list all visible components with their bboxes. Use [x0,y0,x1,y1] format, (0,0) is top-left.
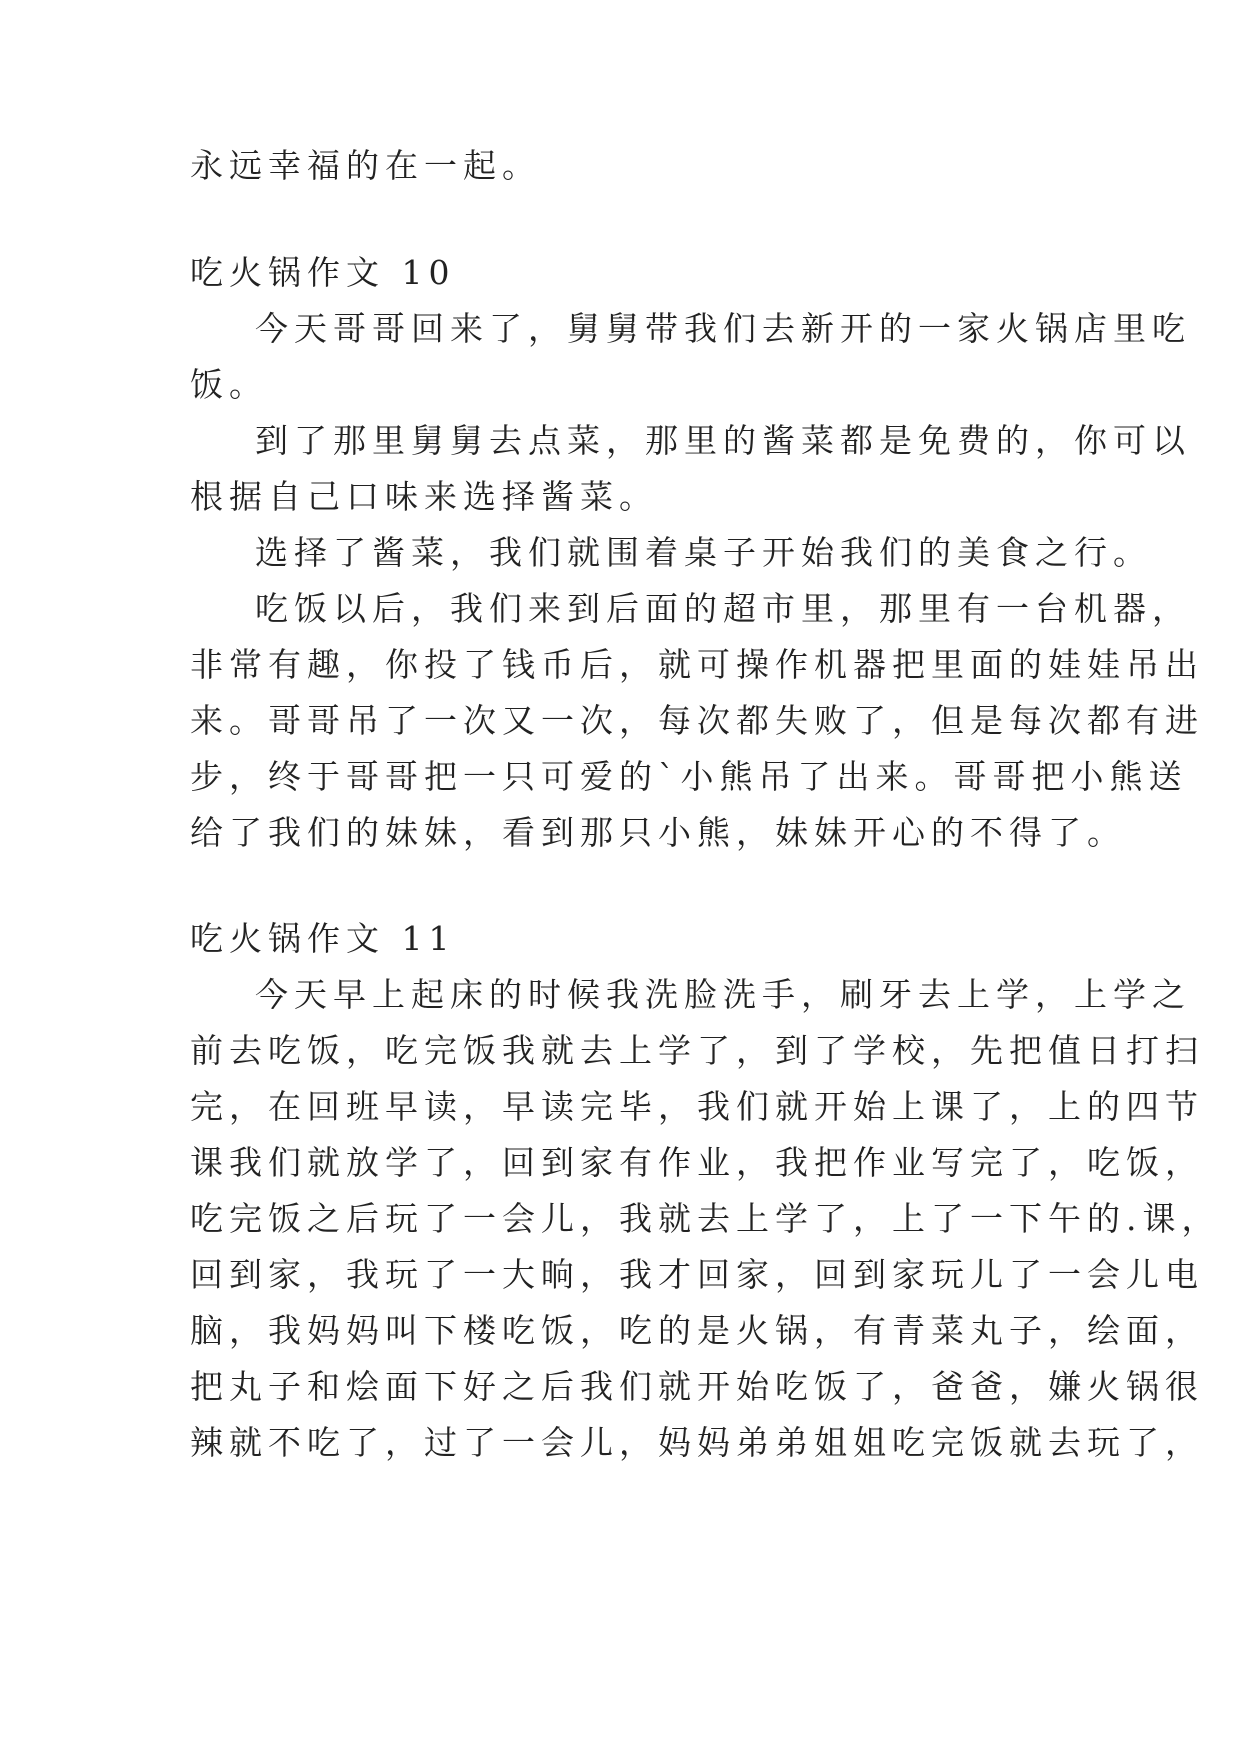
paragraph-line: 今天哥哥回来了，舅舅带我们去新开的一家火锅店里吃 [255,309,1191,348]
paragraph-line: 课我们就放学了，回到家有作业，我把作业写完了，吃饭， [190,1143,1204,1182]
paragraph-line: 脑，我妈妈叫下楼吃饭，吃的是火锅，有青菜丸子，绘面， [190,1311,1204,1350]
paragraph-line: 给了我们的妹妹，看到那只小熊，妹妹开心的不得了。 [190,813,1126,852]
section-heading: 吃火锅作文 11 [190,919,456,958]
paragraph-line: 吃饭以后，我们来到后面的超市里，那里有一台机器， [255,589,1191,628]
paragraph-line: 永远幸福的在一起。 [190,146,541,185]
paragraph-line: 回到家，我玩了一大晌，我才回家，回到家玩儿了一会儿电 [190,1255,1204,1294]
paragraph-line: 步，终于哥哥把一只可爱的`小熊吊了出来。哥哥把小熊送 [190,757,1188,796]
paragraph-line: 根据自己口味来选择酱菜。 [190,477,658,516]
paragraph-line: 前去吃饭，吃完饭我就去上学了，到了学校，先把值日打扫 [190,1031,1204,1070]
paragraph-line: 今天早上起床的时候我洗脸洗手，刷牙去上学，上学之 [255,975,1191,1014]
paragraph-line: 来。哥哥吊了一次又一次，每次都失败了，但是每次都有进 [190,701,1204,740]
paragraph-line: 非常有趣，你投了钱币后，就可操作机器把里面的娃娃吊出 [190,645,1204,684]
paragraph-line: 把丸子和烩面下好之后我们就开始吃饭了，爸爸，嫌火锅很 [190,1367,1204,1406]
paragraph-line: 辣就不吃了，过了一会儿，妈妈弟弟姐姐吃完饭就去玩了， [190,1423,1204,1462]
paragraph-line: 吃完饭之后玩了一会儿，我就去上学了，上了一下午的.课， [190,1199,1221,1238]
paragraph-line: 饭。 [190,365,268,404]
paragraph-line: 完，在回班早读，早读完毕，我们就开始上课了，上的四节 [190,1087,1204,1126]
paragraph-line: 选择了酱菜，我们就围着桌子开始我们的美食之行。 [255,533,1152,572]
section-heading: 吃火锅作文 10 [190,253,456,292]
paragraph-line: 到了那里舅舅去点菜，那里的酱菜都是免费的，你可以 [255,421,1191,460]
